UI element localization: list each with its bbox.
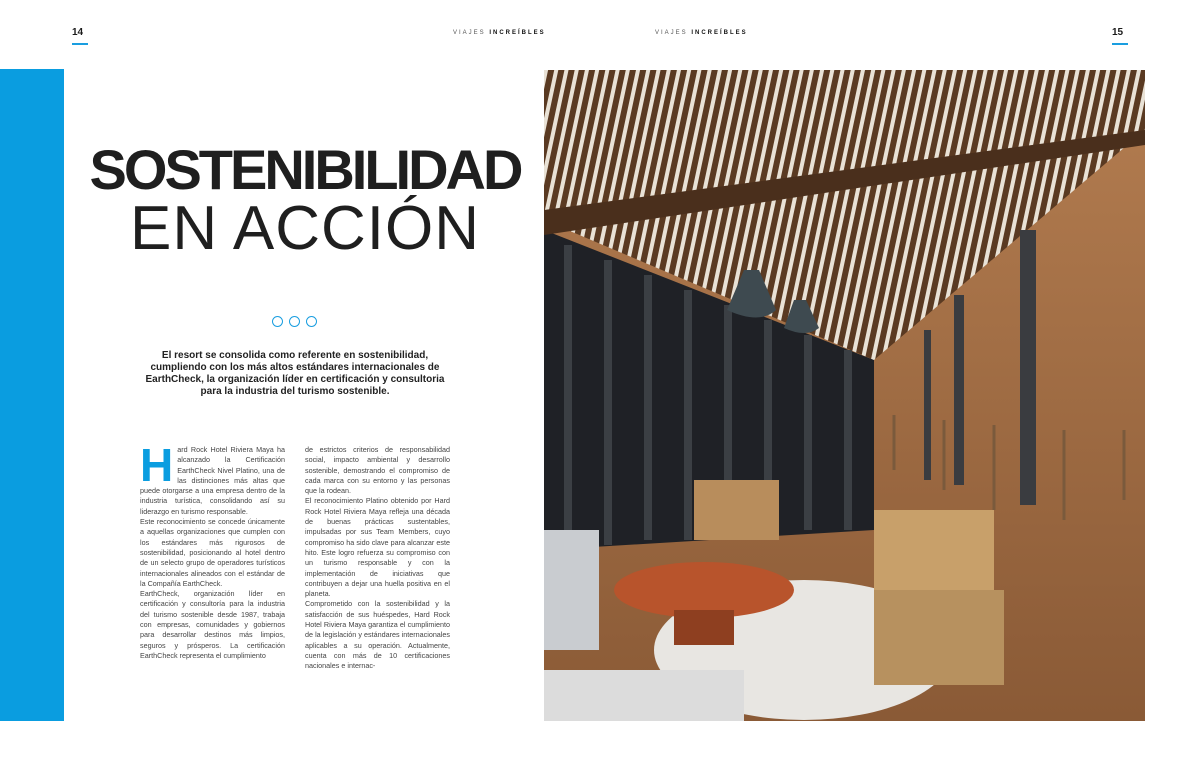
body-paragraph: EarthCheck, organización líder en certificación y consultoría para la industria del turismo sostenible desde 1987, trabaja con empresas, comunidades y gobiernos para desarrollar destinos más limpios, seguros y prósperos. La certificación EarthCheck representa el cumplimiento bbox=[140, 589, 285, 660]
running-header-bold: INCREÍBLES bbox=[489, 30, 546, 36]
drop-cap: H bbox=[140, 439, 174, 491]
article-title-line-1: SOSTENIBILIDAD bbox=[89, 138, 521, 201]
decorative-dots bbox=[272, 316, 317, 327]
accent-side-bar bbox=[0, 69, 64, 721]
dot-ornament bbox=[272, 316, 283, 327]
page-number-underline bbox=[1112, 43, 1128, 45]
article-title-line-2: EN ACCIÓN bbox=[129, 194, 481, 263]
page-number-right-text: 15 bbox=[1112, 27, 1124, 38]
article-lead: El resort se consolida como referente en sostenibilidad, cumpliendo con los más altos estándares internacionales de EarthCheck, la organización líder en certificación y consultoria para la industria del turismo sostenible. bbox=[145, 350, 445, 397]
body-paragraph: Comprometido con la sostenibilidad y la satisfacción de sus huéspedes, Hard Rock Hotel Riviera Maya garantiza el cumplimiento de la legislación y estándares internacionales aplicables a su operación. Actualmente, cuenta con más de 10 certificaciones nacionales e internac- bbox=[305, 599, 450, 671]
body-paragraph: Este reconocimiento se concede únicamente a aquellas organizaciones que cumplen con los estándares más rigurosos de sostenibilidad, posicionando al hotel dentro de un selecto grupo de operadores turísticos internacionales alineados con el estándar de la Compañía EarthCheck. bbox=[140, 517, 285, 588]
page-number-right bbox=[1112, 27, 1128, 45]
running-header-bold: INCREÍBLES bbox=[691, 30, 748, 36]
terrace-photo-illustration bbox=[544, 70, 1145, 721]
terrace-photo bbox=[544, 70, 1145, 721]
body-column-1 bbox=[140, 439, 285, 661]
body-column-2 bbox=[305, 445, 450, 672]
running-header-light: VIAJES bbox=[655, 30, 692, 36]
page-number-left-text: 14 bbox=[72, 27, 84, 38]
body-paragraph: de estrictos criterios de responsabilidad social, impacto ambiental y desarrollo sostenible, demostrando el compromiso de cada marca con su entorno y las personas que la rodean. bbox=[305, 445, 450, 496]
running-header-right bbox=[655, 30, 748, 36]
running-header-left bbox=[453, 30, 546, 36]
page-number-left bbox=[72, 27, 88, 45]
body-paragraph: ard Rock Hotel Riviera Maya ha alcanzado la Certificación EarthCheck Nivel Platino, una de las distinciones más altas que puede otorgarse a una empresa dentro de la industria turística, consolidando así su liderazgo en turismo responsable. bbox=[140, 445, 285, 516]
dot-ornament bbox=[289, 316, 300, 327]
page-number-underline bbox=[72, 43, 88, 45]
dot-ornament bbox=[306, 316, 317, 327]
body-paragraph: El reconocimiento Platino obtenido por Hard Rock Hotel Riviera Maya refleja una década de buenas prácticas sustentables, impulsadas por sus Team Members, cuyo compromiso ha sido clave para alcanzar este hito. Este logro refuerza su compromiso con un turismo responsable y con la implementación de iniciativas que contribuyen a dejar una huella positiva en el planeta. bbox=[305, 496, 450, 599]
running-header-light: VIAJES bbox=[453, 30, 490, 36]
